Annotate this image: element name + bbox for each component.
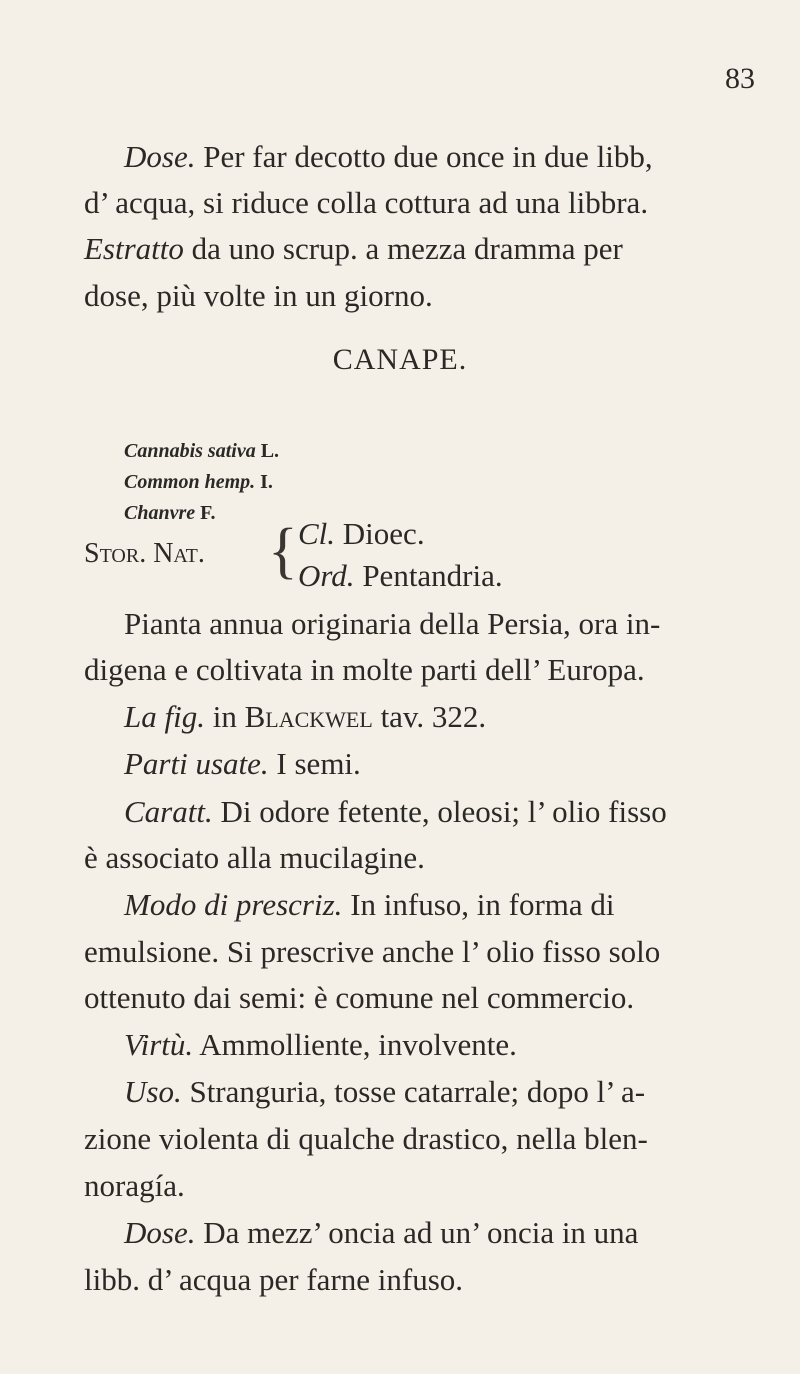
synonym-item	[124, 498, 279, 529]
classification-label: Stor. Nat.	[84, 538, 205, 569]
text-line	[0, 932, 800, 972]
text-line	[0, 978, 800, 1018]
synonym-author: I.	[260, 471, 273, 493]
synonym-author: L.	[260, 440, 280, 462]
text-run: zione violenta di qualche drastico, nella blen-	[84, 1121, 648, 1156]
text-run: Stranguria, tosse catarrale; dopo l’ a-	[181, 1074, 646, 1109]
term-label: Caratt.	[124, 794, 213, 829]
term-label: Modo di prescriz.	[124, 887, 343, 922]
text-line	[0, 838, 800, 878]
text-line	[0, 1260, 800, 1300]
term-label: Dose.	[124, 139, 196, 174]
term-label: Estratto	[84, 231, 184, 266]
author-name: Blackwel	[244, 699, 373, 734]
text-line	[0, 697, 800, 737]
text-line	[0, 1166, 800, 1206]
synonym-name: Cannabis sativa	[124, 440, 256, 462]
term-label: Dose.	[124, 1215, 196, 1250]
text-line	[0, 183, 800, 223]
text-line	[0, 1213, 800, 1253]
synonym-name: Chanvre	[124, 502, 196, 524]
text-line	[0, 229, 800, 269]
term-label: Virtù.	[124, 1027, 194, 1062]
text-run: Di odore fetente, oleosi; l’ olio fisso	[212, 794, 667, 829]
text-line	[0, 1119, 800, 1159]
section-heading: CANAPE.	[332, 343, 468, 376]
order-line	[298, 556, 503, 596]
text-line	[0, 792, 800, 832]
text-line	[0, 650, 800, 690]
term-label: La fig.	[124, 699, 205, 734]
text-run: digena e coltivata in molte parti dell’ Europa.	[84, 652, 645, 687]
text-run: in	[204, 699, 245, 734]
text-run: Da mezz’ oncia ad un’ oncia in una	[195, 1215, 639, 1250]
class-line	[298, 514, 425, 554]
text-run: Pianta annua originaria della Persia, ora in-	[124, 606, 661, 641]
text-run: dose, più volte in un giorno.	[84, 278, 433, 313]
class-value: Dioec.	[335, 516, 425, 551]
text-line	[0, 604, 800, 644]
text-run: tav. 322.	[372, 699, 487, 734]
text-run: d’ acqua, si riduce colla cottura ad una libbra.	[84, 185, 649, 220]
text-run: Per far decotto due once in due libb,	[195, 139, 653, 174]
text-line	[0, 885, 800, 925]
term-label: Uso.	[124, 1074, 182, 1109]
text-run: ottenuto dai semi: è comune nel commercio.	[84, 980, 635, 1015]
order-label: Ord.	[298, 558, 355, 593]
brace-glyph: {	[268, 517, 298, 585]
synonym-name: Common hemp.	[124, 471, 256, 493]
text-line	[0, 137, 800, 177]
text-run: libb. d’ acqua per farne infuso.	[84, 1262, 464, 1297]
synonym-item	[124, 467, 279, 498]
synonym-list	[124, 436, 279, 529]
text-run: da uno scrup. a mezza dramma per	[183, 231, 623, 266]
text-run: è associato alla mucilagine.	[84, 840, 425, 875]
text-run: Ammolliente, involvente.	[193, 1027, 517, 1062]
text-line	[0, 744, 800, 784]
synonym-item	[124, 436, 279, 467]
page-number: 83	[725, 62, 755, 95]
text-run: emulsione. Si prescrive anche l’ olio fisso solo	[84, 934, 661, 969]
text-line	[0, 1072, 800, 1112]
text-run: In infuso, in forma di	[342, 887, 615, 922]
order-value: Pentandria.	[354, 558, 503, 593]
text-line	[0, 1025, 800, 1065]
text-run: I semi.	[268, 746, 361, 781]
class-label: Cl.	[298, 516, 336, 551]
text-run: noragía.	[84, 1168, 185, 1203]
synonym-author: F.	[200, 502, 216, 524]
term-label: Parti usate.	[124, 746, 269, 781]
text-line	[0, 276, 800, 316]
